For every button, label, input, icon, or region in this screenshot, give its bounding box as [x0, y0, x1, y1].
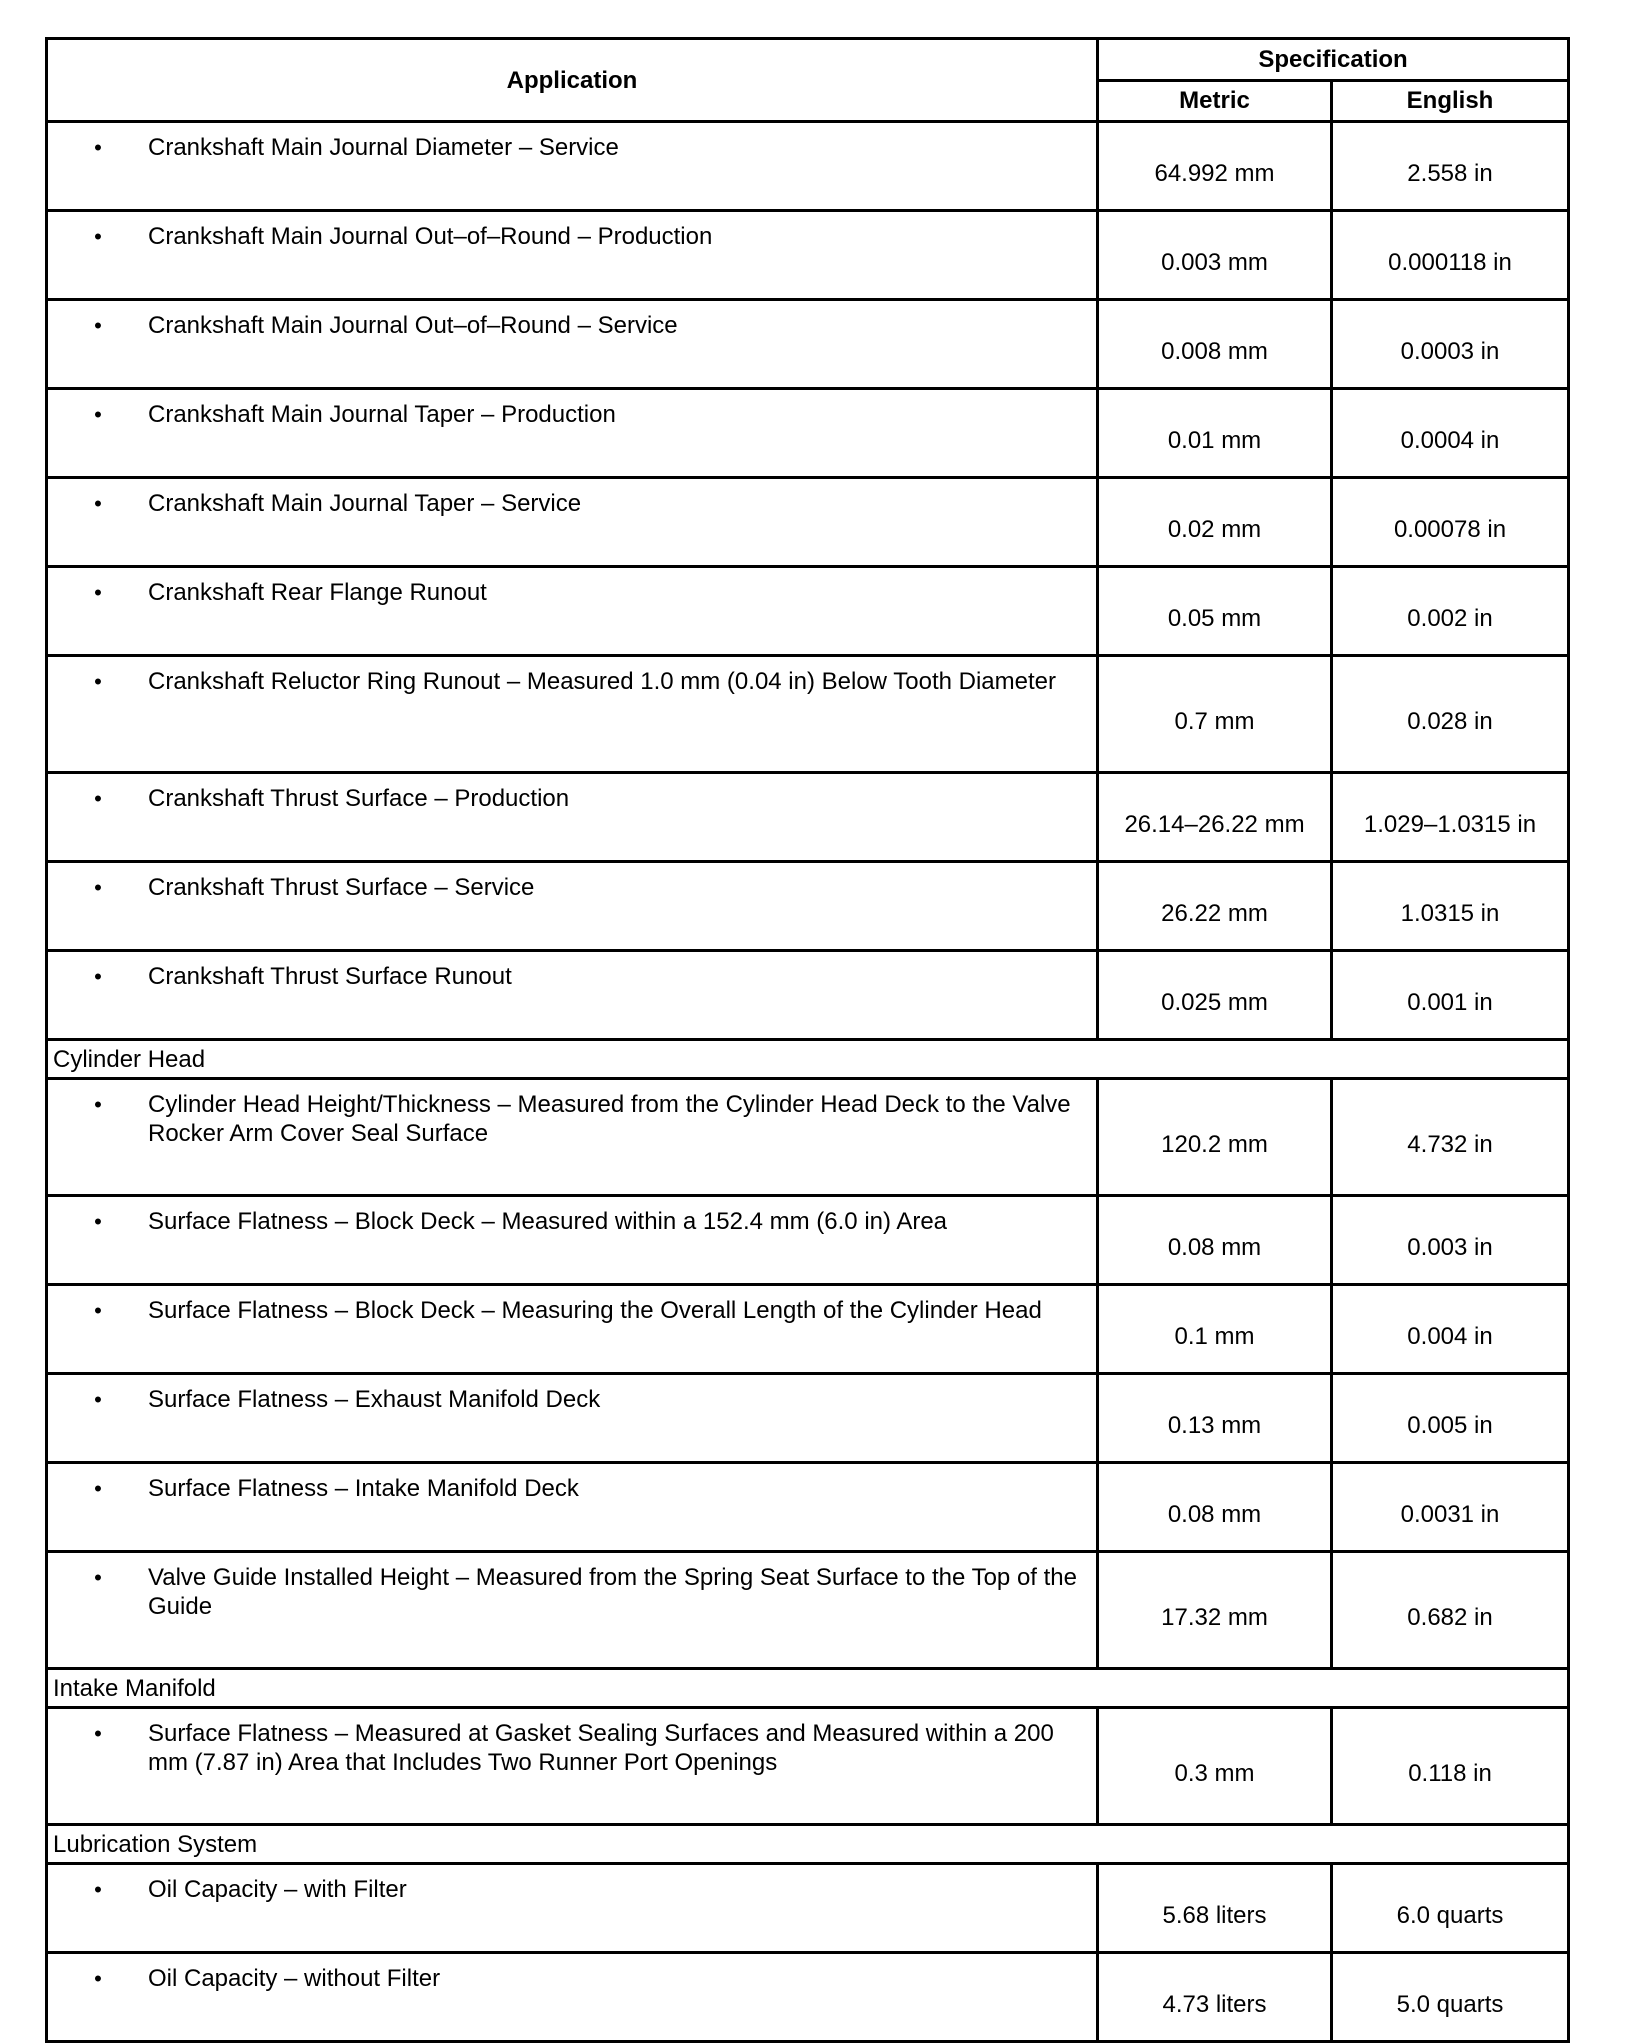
- english-value: 0.0003 in: [1332, 300, 1569, 389]
- application-text: Cylinder Head Height/Thickness – Measured from the Cylinder Head Deck to the Valve Rocker Arm Cover Seal Surface: [148, 1091, 1071, 1147]
- header-english: English: [1332, 80, 1569, 122]
- english-value: 0.004 in: [1332, 1285, 1569, 1374]
- bullet-icon: •: [94, 1387, 102, 1412]
- application-cell: [47, 862, 1098, 951]
- metric-value: 0.01 mm: [1098, 389, 1332, 478]
- bullet-icon: •: [94, 491, 102, 516]
- table-row: [47, 656, 1569, 773]
- application-cell: [47, 211, 1098, 300]
- application-text: Crankshaft Main Journal Diameter – Service: [148, 134, 619, 161]
- bullet-icon: •: [94, 1298, 102, 1323]
- section-row: [47, 1669, 1569, 1708]
- application-text: Valve Guide Installed Height – Measured from the Spring Seat Surface to the Top of the Guide: [148, 1564, 1077, 1620]
- application-cell: [47, 1463, 1098, 1552]
- application-cell: [47, 122, 1098, 211]
- bullet-icon: •: [94, 1721, 102, 1746]
- english-value: 0.005 in: [1332, 1374, 1569, 1463]
- application-text: Crankshaft Main Journal Taper – Service: [148, 490, 582, 517]
- bullet-icon: •: [94, 1092, 102, 1117]
- table-row: [47, 951, 1569, 1040]
- metric-value: 0.1 mm: [1098, 1285, 1332, 1374]
- application-text: Oil Capacity – without Filter: [148, 1965, 441, 1992]
- bullet-icon: •: [94, 313, 102, 338]
- metric-value: 26.22 mm: [1098, 862, 1332, 951]
- table-row: [47, 1708, 1569, 1825]
- section-heading: Intake Manifold: [47, 1669, 1569, 1708]
- table-row: [47, 1463, 1569, 1552]
- application-cell: [47, 478, 1098, 567]
- application-text: Crankshaft Thrust Surface – Production: [148, 785, 570, 812]
- metric-value: 0.003 mm: [1098, 211, 1332, 300]
- section-row: [47, 1040, 1569, 1079]
- metric-value: 0.7 mm: [1098, 656, 1332, 773]
- table-row: [47, 389, 1569, 478]
- application-text: Crankshaft Thrust Surface – Service: [148, 874, 535, 901]
- application-text: Crankshaft Main Journal Taper – Production: [148, 401, 616, 428]
- english-value: 0.0004 in: [1332, 389, 1569, 478]
- table-row: [47, 1196, 1569, 1285]
- english-value: 0.0031 in: [1332, 1463, 1569, 1552]
- application-text: Surface Flatness – Intake Manifold Deck: [148, 1475, 579, 1502]
- application-text: Crankshaft Rear Flange Runout: [148, 579, 487, 606]
- english-value: 1.029–1.0315 in: [1332, 773, 1569, 862]
- metric-value: 0.08 mm: [1098, 1196, 1332, 1285]
- metric-value: 4.73 liters: [1098, 1953, 1332, 2042]
- table-row: [47, 1864, 1569, 1953]
- table-row: [47, 1285, 1569, 1374]
- application-cell: [47, 1285, 1098, 1374]
- metric-value: 0.08 mm: [1098, 1463, 1332, 1552]
- metric-value: 26.14–26.22 mm: [1098, 773, 1332, 862]
- application-text: Crankshaft Main Journal Out–of–Round – Service: [148, 312, 678, 339]
- metric-value: 64.992 mm: [1098, 122, 1332, 211]
- header-application: Application: [47, 39, 1098, 122]
- metric-value: 5.68 liters: [1098, 1864, 1332, 1953]
- english-value: 0.000118 in: [1332, 211, 1569, 300]
- bullet-icon: •: [94, 1565, 102, 1590]
- metric-value: 0.008 mm: [1098, 300, 1332, 389]
- application-cell: [47, 656, 1098, 773]
- table-row: [47, 211, 1569, 300]
- english-value: 1.0315 in: [1332, 862, 1569, 951]
- english-value: 5.0 quarts: [1332, 1953, 1569, 2042]
- metric-value: 17.32 mm: [1098, 1552, 1332, 1669]
- table-row: [47, 300, 1569, 389]
- application-text: Crankshaft Reluctor Ring Runout – Measured 1.0 mm (0.04 in) Below Tooth Diameter: [148, 668, 1056, 695]
- application-cell: [47, 1953, 1098, 2042]
- table-row: [47, 567, 1569, 656]
- application-text: Surface Flatness – Block Deck – Measuring the Overall Length of the Cylinder Head: [148, 1297, 1042, 1324]
- bullet-icon: •: [94, 1966, 102, 1991]
- application-cell: [47, 389, 1098, 478]
- application-text: Crankshaft Main Journal Out–of–Round – Production: [148, 223, 713, 250]
- table-row: [47, 1953, 1569, 2042]
- table-row: [47, 122, 1569, 211]
- application-cell: [47, 773, 1098, 862]
- metric-value: 0.05 mm: [1098, 567, 1332, 656]
- application-cell: [47, 1374, 1098, 1463]
- application-text: Crankshaft Thrust Surface Runout: [148, 963, 512, 990]
- application-cell: [47, 951, 1098, 1040]
- application-cell: [47, 1196, 1098, 1285]
- bullet-icon: •: [94, 875, 102, 900]
- bullet-icon: •: [94, 580, 102, 605]
- table-row: [47, 1079, 1569, 1196]
- table-row: [47, 773, 1569, 862]
- specification-table: [45, 37, 1570, 2043]
- table-row: [47, 1374, 1569, 1463]
- english-value: 2.558 in: [1332, 122, 1569, 211]
- table-body: [47, 122, 1569, 2042]
- english-value: 6.0 quarts: [1332, 1864, 1569, 1953]
- application-text: Oil Capacity – with Filter: [148, 1876, 407, 1903]
- application-cell: [47, 300, 1098, 389]
- header-metric: Metric: [1098, 80, 1332, 122]
- bullet-icon: •: [94, 1476, 102, 1501]
- bullet-icon: •: [94, 135, 102, 160]
- bullet-icon: •: [94, 964, 102, 989]
- section-row: [47, 1825, 1569, 1864]
- metric-value: 120.2 mm: [1098, 1079, 1332, 1196]
- metric-value: 0.025 mm: [1098, 951, 1332, 1040]
- section-heading: Cylinder Head: [47, 1040, 1569, 1079]
- bullet-icon: •: [94, 669, 102, 694]
- bullet-icon: •: [94, 224, 102, 249]
- english-value: 0.118 in: [1332, 1708, 1569, 1825]
- english-value: 4.732 in: [1332, 1079, 1569, 1196]
- english-value: 0.028 in: [1332, 656, 1569, 773]
- english-value: 0.001 in: [1332, 951, 1569, 1040]
- application-cell: [47, 1708, 1098, 1825]
- header-specification: Specification: [1098, 39, 1569, 81]
- english-value: 0.002 in: [1332, 567, 1569, 656]
- section-heading: Lubrication System: [47, 1825, 1569, 1864]
- application-cell: [47, 567, 1098, 656]
- application-text: Surface Flatness – Block Deck – Measured within a 152.4 mm (6.0 in) Area: [148, 1208, 948, 1235]
- application-cell: [47, 1864, 1098, 1953]
- table-row: [47, 862, 1569, 951]
- bullet-icon: •: [94, 786, 102, 811]
- application-cell: [47, 1552, 1098, 1669]
- metric-value: 0.3 mm: [1098, 1708, 1332, 1825]
- english-value: 0.00078 in: [1332, 478, 1569, 567]
- bullet-icon: •: [94, 1877, 102, 1902]
- metric-value: 0.02 mm: [1098, 478, 1332, 567]
- metric-value: 0.13 mm: [1098, 1374, 1332, 1463]
- english-value: 0.003 in: [1332, 1196, 1569, 1285]
- application-cell: [47, 1079, 1098, 1196]
- application-text: Surface Flatness – Measured at Gasket Sealing Surfaces and Measured within a 200 mm (7.87 in) Area that Includes Two Runner Port Openings: [148, 1720, 1054, 1776]
- english-value: 0.682 in: [1332, 1552, 1569, 1669]
- application-text: Surface Flatness – Exhaust Manifold Deck: [148, 1386, 601, 1413]
- bullet-icon: •: [94, 1209, 102, 1234]
- table-row: [47, 1552, 1569, 1669]
- bullet-icon: •: [94, 402, 102, 427]
- table-row: [47, 478, 1569, 567]
